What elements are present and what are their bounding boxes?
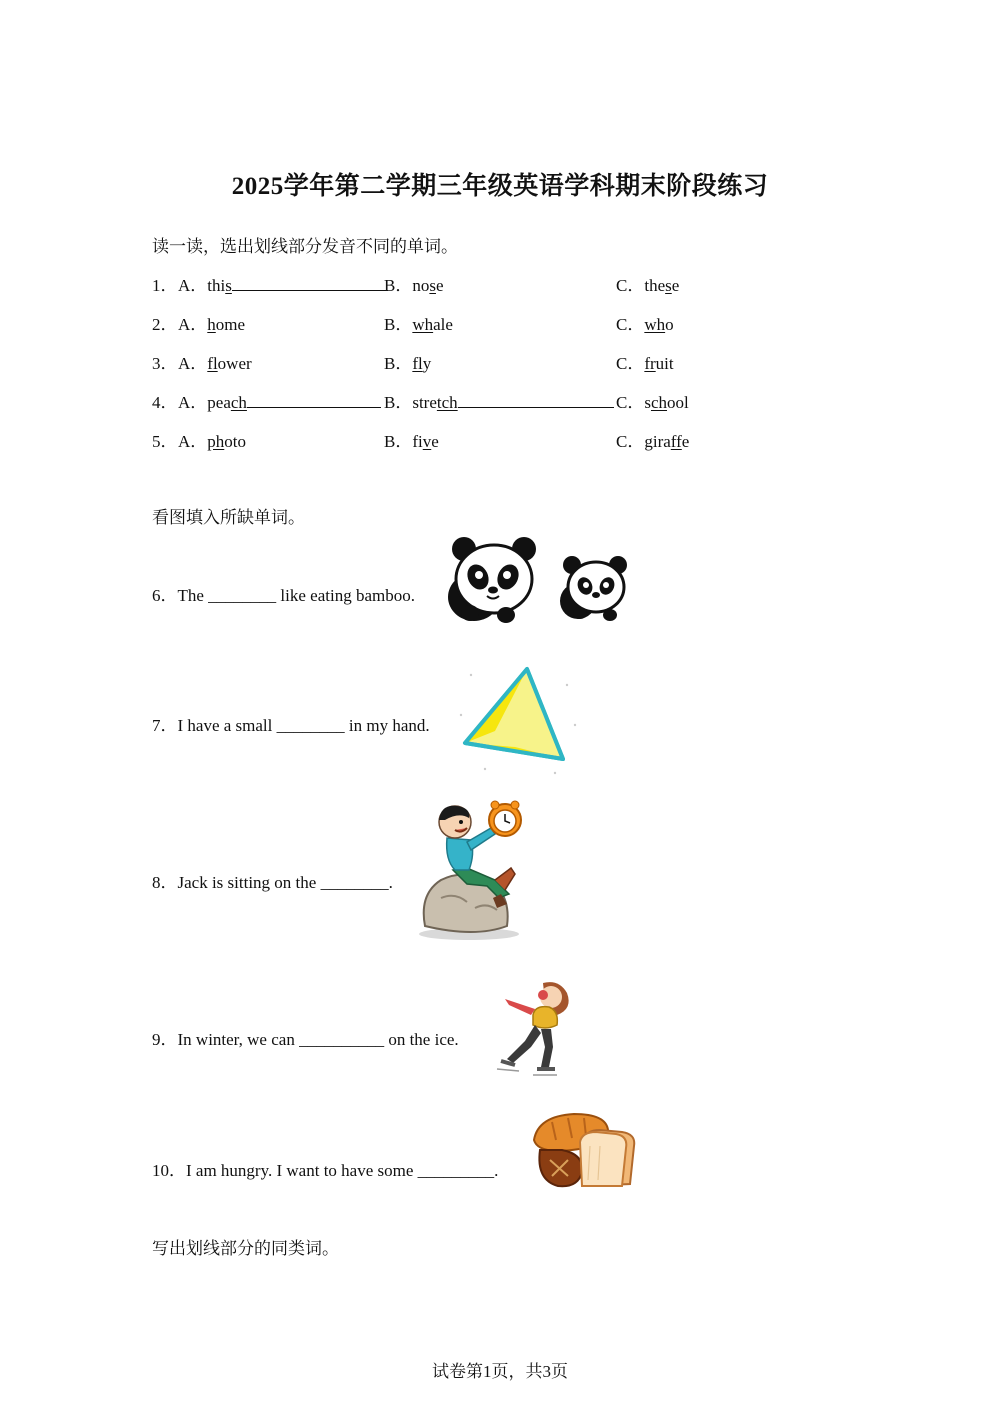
page-footer: 试卷第1页，共3页 bbox=[432, 1362, 568, 1381]
question-number: 3． bbox=[152, 354, 178, 373]
panda-small bbox=[560, 556, 627, 621]
section-instruction-same-category: 写出划线部分的同类词。 bbox=[152, 1239, 339, 1259]
answer-line bbox=[247, 392, 381, 408]
question-number: 5． bbox=[152, 432, 178, 451]
answer-line bbox=[232, 275, 388, 291]
girl-skating-icon bbox=[485, 975, 580, 1080]
question-number: 4． bbox=[152, 393, 178, 412]
option-a[interactable]: A．photo bbox=[178, 432, 247, 451]
option-c[interactable]: C．fruit bbox=[616, 354, 674, 373]
question-text: I have a small ________ in my hand. bbox=[177, 716, 430, 735]
option-b[interactable]: B．fly bbox=[384, 354, 432, 373]
option-c[interactable]: C．who bbox=[616, 315, 674, 334]
question-number: 9． bbox=[152, 1030, 178, 1049]
boy-on-rock-icon bbox=[415, 798, 525, 943]
question-number: 2． bbox=[152, 315, 178, 334]
mcq-question-2 bbox=[152, 310, 852, 334]
option-c[interactable]: C．these bbox=[616, 276, 680, 295]
question-number: 8． bbox=[152, 873, 178, 892]
fill-question-9 bbox=[152, 1025, 459, 1050]
mcq-question-5 bbox=[152, 427, 852, 451]
option-a[interactable]: A．this bbox=[178, 271, 410, 296]
fill-question-8 bbox=[152, 868, 393, 893]
question-number: 10． bbox=[152, 1161, 186, 1180]
option-b[interactable]: B．nose bbox=[384, 276, 444, 295]
triangle-icon bbox=[455, 655, 583, 777]
question-number: 1． bbox=[152, 276, 178, 295]
question-text: Jack is sitting on the ________. bbox=[177, 873, 393, 892]
two-pandas-icon bbox=[440, 535, 640, 625]
option-a[interactable]: A．peach bbox=[178, 388, 410, 413]
section-instruction-phonics: 读一读，选出划线部分发音不同的单词。 bbox=[152, 237, 458, 257]
mcq-question-3 bbox=[152, 349, 852, 373]
question-number: 7． bbox=[152, 716, 178, 735]
fill-question-6 bbox=[152, 581, 415, 606]
option-b[interactable]: B．whale bbox=[384, 315, 453, 334]
option-b[interactable]: B．stretch bbox=[384, 388, 616, 413]
answer-line bbox=[458, 392, 614, 408]
mcq-question-1 bbox=[152, 271, 852, 295]
option-a[interactable]: A．home bbox=[178, 315, 246, 334]
section-instruction-picture-fill: 看图填入所缺单词。 bbox=[152, 508, 305, 528]
mcq-question-4 bbox=[152, 388, 852, 412]
fill-question-10 bbox=[152, 1156, 498, 1181]
option-c[interactable]: C．school bbox=[616, 393, 689, 412]
fill-question-7 bbox=[152, 711, 430, 736]
page-title: 2025学年第二学期三年级英语学科期末阶段练习 bbox=[231, 173, 769, 200]
bread-icon bbox=[528, 1110, 640, 1190]
option-b[interactable]: B．five bbox=[384, 432, 439, 451]
question-text: In winter, we can __________ on the ice. bbox=[177, 1030, 459, 1049]
question-text: I am hungry. I want to have some _________. bbox=[186, 1161, 499, 1180]
panda-large bbox=[448, 537, 536, 623]
option-a[interactable]: A．flower bbox=[178, 354, 252, 373]
question-text: The ________ like eating bamboo. bbox=[177, 586, 415, 605]
option-c[interactable]: C．giraffe bbox=[616, 432, 690, 451]
question-number: 6． bbox=[152, 586, 178, 605]
